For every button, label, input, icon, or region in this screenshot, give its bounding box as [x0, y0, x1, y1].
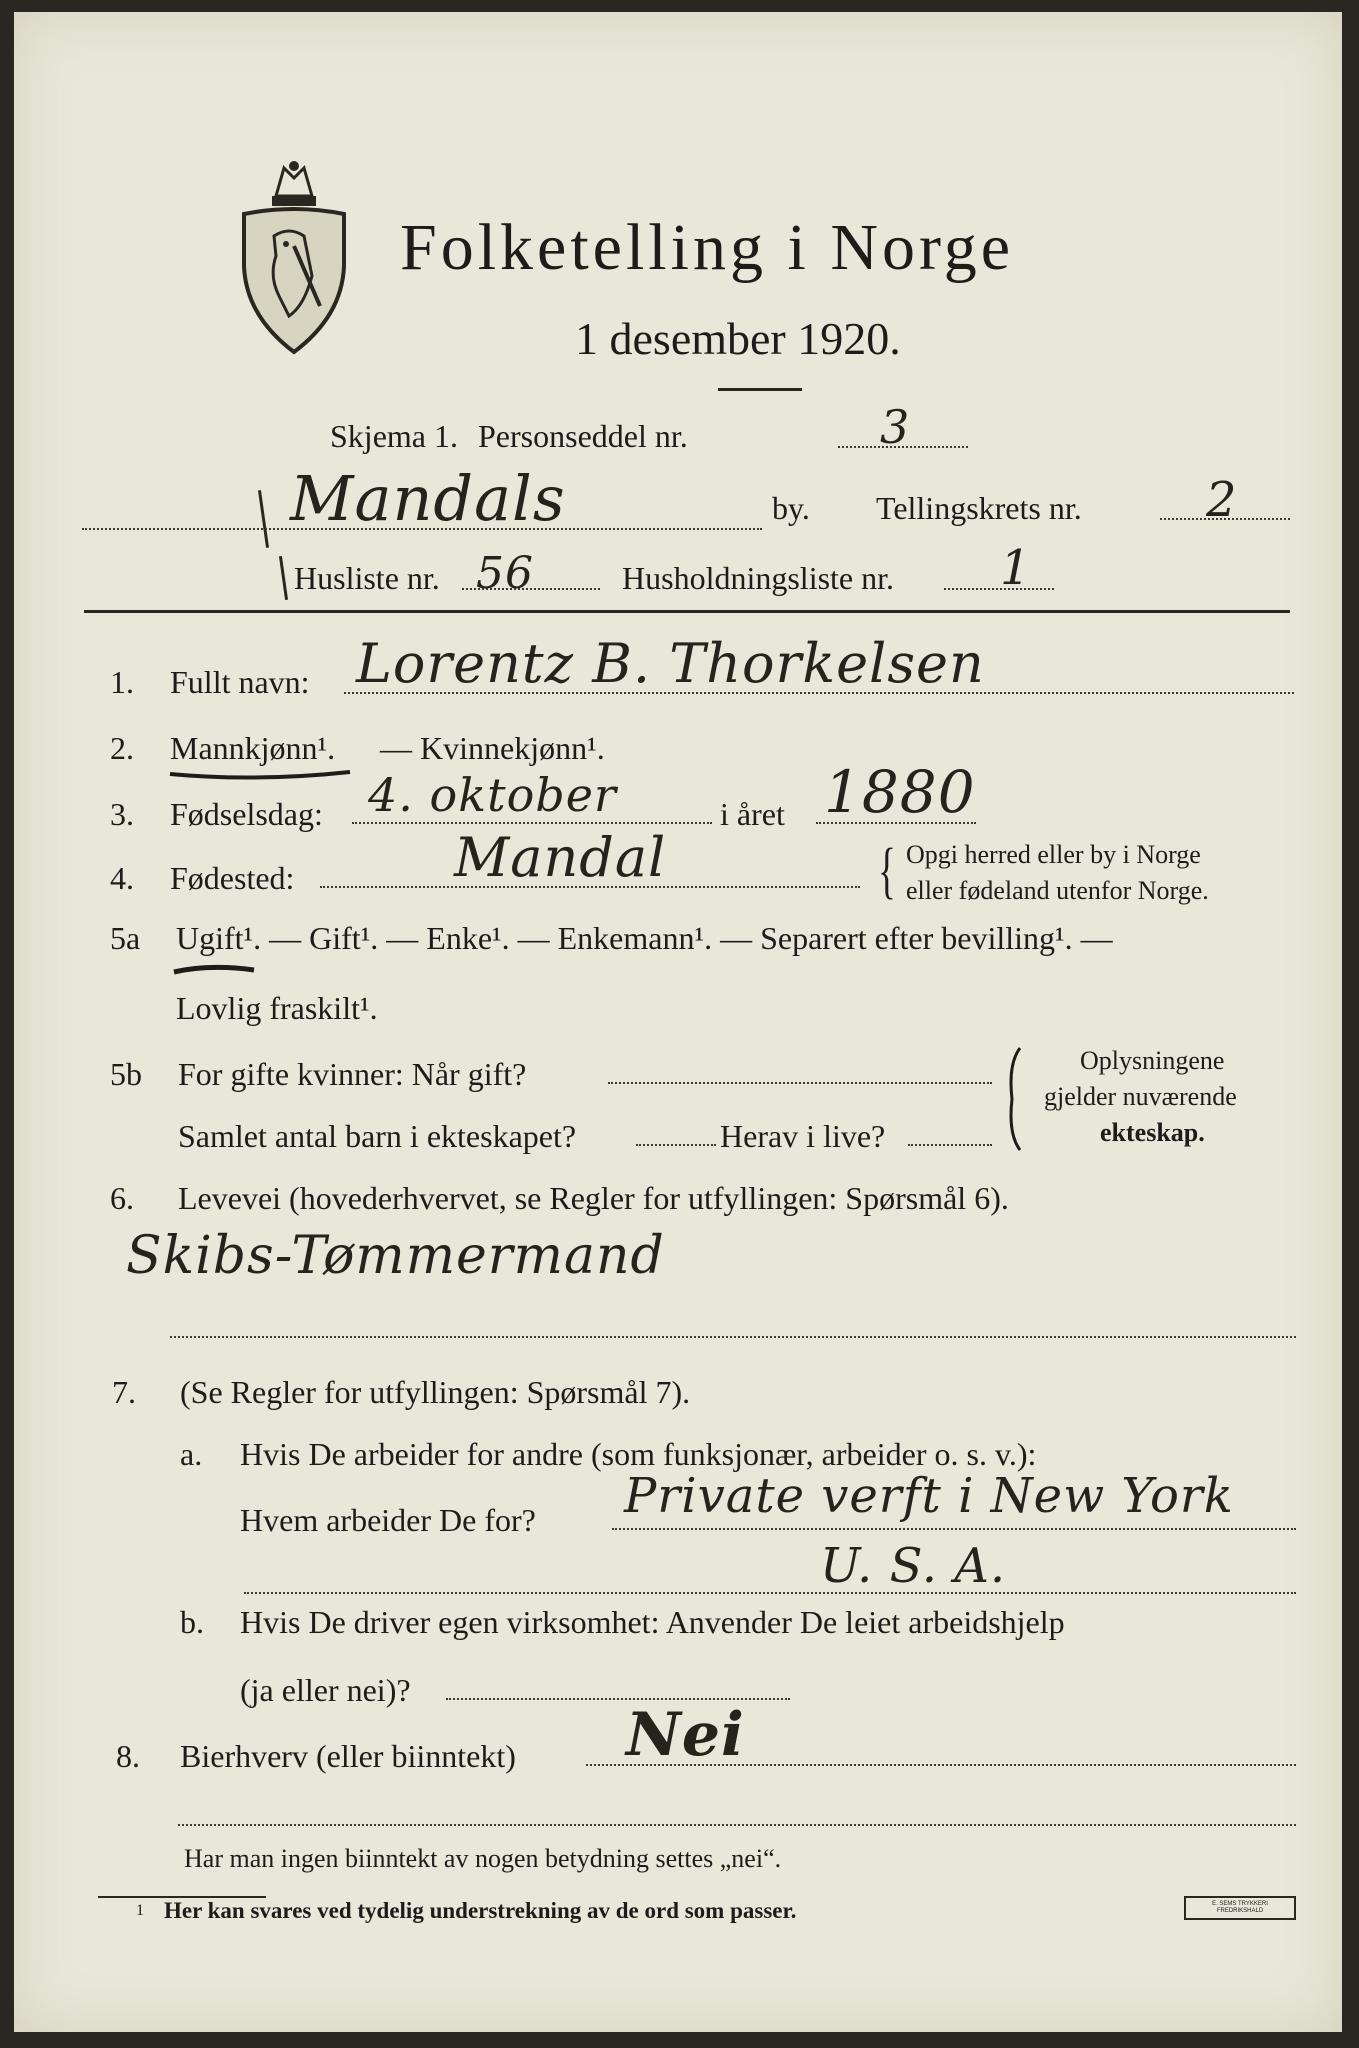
town-value: Mandals: [290, 462, 566, 535]
q3-number: 3.: [110, 796, 134, 832]
footer-note: Har man ingen biinntekt av nogen betydning settes „nei“.: [184, 1844, 782, 1873]
q8-number: 8.: [116, 1738, 140, 1774]
husholdningsliste-value: 1: [1000, 540, 1032, 596]
q4-label: Fødested:: [170, 860, 295, 896]
footnote-mark: 1: [136, 1902, 144, 1919]
section-divider: [84, 610, 1290, 613]
form-date: 1 desember 1920.: [575, 313, 901, 364]
q3-value: 4. oktober: [368, 768, 617, 822]
personseddel-label: Personseddel nr.: [478, 418, 688, 454]
q7-label: (Se Regler for utfyllingen: Spørsmål 7).: [180, 1374, 691, 1410]
footnote-text: Her kan svares ved tydelig understrekning av de ord som passer.: [164, 1898, 797, 1923]
q3-label: Fødselsdag:: [170, 796, 323, 832]
q5b-bracket: [1004, 1044, 1024, 1154]
q7b-letter: b.: [180, 1604, 204, 1640]
tellingskrets-label: Tellingskrets nr.: [876, 490, 1082, 526]
q7a-line1: Hvis De arbeider for andre (som funksjonær, arbeider o. s. v.):: [240, 1436, 1037, 1472]
q8-value: Nei: [626, 1700, 745, 1770]
printer-stamp-text: E. SEMS TRYKKERI FREDRIKSHALD: [1212, 1901, 1268, 1914]
q5b-when-field-line: [608, 1082, 992, 1084]
q6-label: Levevei (hovederhvervet, se Regler for utfyllingen: Spørsmål 6).: [178, 1180, 1009, 1216]
q5a-underline-mark: [170, 962, 260, 980]
q7a-field-line2: [244, 1592, 1296, 1594]
q6-field-line: [170, 1336, 1296, 1338]
q5b-when-married: For gifte kvinner: Når gift?: [178, 1056, 527, 1092]
q5a-number: 5a: [110, 920, 141, 956]
q2-female-option: Kvinnekjønn¹.: [420, 730, 605, 766]
q3-field-line: [352, 822, 712, 824]
q7a-value-line2: U. S. A.: [820, 1538, 1007, 1594]
q5b-note-line3: ekteskap.: [1100, 1118, 1205, 1147]
q1-label: Fullt navn:: [170, 664, 310, 700]
q2-dash: —: [380, 730, 412, 766]
personseddel-value: 3: [880, 400, 911, 454]
q5b-number: 5b: [110, 1056, 142, 1092]
q2-male-option: Mannkjønn¹.: [170, 730, 336, 766]
q5b-children-total: Samlet antal barn i ekteskapet?: [178, 1118, 577, 1154]
printer-stamp: [1184, 1896, 1296, 1920]
husholdningsliste-label: Husholdningsliste nr.: [622, 560, 895, 596]
header-divider: [718, 388, 802, 391]
q3-year-label: i året: [720, 796, 785, 832]
tellingskrets-value: 2: [1206, 472, 1238, 528]
skjema-label: Skjema 1.: [330, 418, 458, 454]
q6-number: 6.: [110, 1180, 134, 1216]
q7a-value-line1: Private verft i New York: [624, 1468, 1234, 1524]
q7-number: 7.: [112, 1374, 136, 1410]
q5b-note-line1: Oplysningene: [1080, 1046, 1225, 1075]
q4-note-line1: Opgi herred eller by i Norge: [906, 840, 1201, 869]
q4-brace: {: [877, 837, 896, 905]
q5a-options: Ugift¹. — Gift¹. — Enke¹. — Enkemann¹. — Separert efter bevilling¹. —: [176, 920, 1113, 956]
q8-label: Bierhverv (eller biinntekt): [180, 1738, 516, 1774]
by-label: by.: [772, 490, 810, 526]
q3-year-value: 1880: [824, 758, 976, 826]
q7a-field-line1: [612, 1528, 1296, 1530]
q5b-children-field-line: [636, 1144, 716, 1146]
q4-note-line2: eller fødeland utenfor Norge.: [906, 876, 1209, 905]
husliste-value: 56: [476, 548, 534, 599]
form-title: Folketelling i Norge: [400, 211, 1015, 284]
q8-field-line2: [178, 1824, 1296, 1826]
q2-number: 2.: [110, 730, 134, 766]
q5b-note-line2: gjelder nuværende: [1044, 1082, 1237, 1111]
q4-value: Mandal: [454, 826, 667, 889]
q2-underline-mark: [166, 766, 356, 784]
q7b-line1: Hvis De driver egen virksomhet: Anvender De leiet arbeidshjelp: [240, 1604, 1065, 1640]
q5a-options-cont: Lovlig fraskilt¹.: [176, 990, 378, 1026]
q6-value: Skibs-Tømmermand: [126, 1226, 665, 1286]
norwegian-coat-of-arms-icon: [234, 156, 354, 356]
q1-value: Lorentz B. Thorkelsen: [356, 632, 985, 695]
q5b-alive-field-line: [908, 1144, 992, 1146]
q4-number: 4.: [110, 860, 134, 896]
q7a-line2: Hvem arbeider De for?: [240, 1502, 536, 1538]
q7b-line2: (ja eller nei)?: [240, 1672, 411, 1708]
q5b-children-alive: Herav i live?: [720, 1118, 886, 1154]
husholdningsliste-field-line: [944, 588, 1054, 590]
q7a-letter: a.: [180, 1436, 203, 1472]
q1-number: 1.: [110, 664, 134, 700]
husliste-label: Husliste nr.: [294, 560, 440, 596]
